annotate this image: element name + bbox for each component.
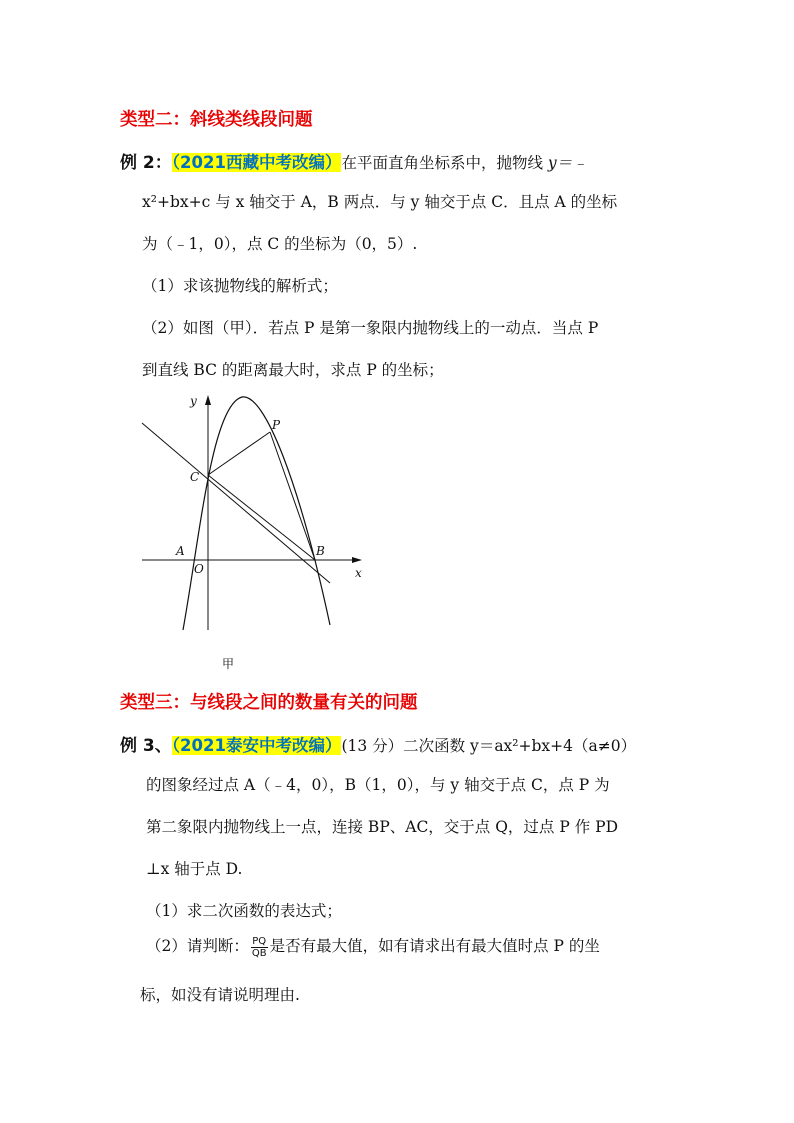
example-3-line4: ⊥x 轴于点 D. <box>146 860 243 878</box>
example-3-question-1: （1）求二次函数的表达式； <box>146 902 342 920</box>
example-2-line3: 为（﹣1，0），点 C 的坐标为（0，5）. <box>142 235 418 253</box>
example-3-source-tag: （2021泰安中考改编） <box>171 736 342 755</box>
section-heading-type2: 类型二：斜线类线段问题 <box>120 110 313 130</box>
example-2-source-tag: （2021西藏中考改编） <box>171 153 342 172</box>
example-3-question-2-line1: （2）请判断： $\frac{PQ}{QB}$ 是否有最大值，如有请求出有最大值时点 P 的坐 <box>146 935 600 959</box>
example-3-line3: 第二象限内抛物线上一点，连接 BP、AC，交于点 Q，过点 P 作 PD <box>146 818 619 836</box>
example-3-question-2-line2: 标，如没有请说明理由. <box>140 986 300 1004</box>
segment-bc <box>208 475 315 560</box>
label-x: x <box>355 566 362 580</box>
segment-pb <box>270 432 315 560</box>
example-2-equation: y＝﹣ <box>547 154 588 172</box>
label-origin: O <box>194 562 204 576</box>
y-axis-arrow <box>205 395 211 405</box>
section-heading-type3: 类型三：与线段之间的数量有关的问题 <box>120 693 418 713</box>
line-through-b <box>142 423 330 583</box>
example-3-line2: 的图象经过点 A（﹣4，0），B（1，0），与 y 轴交于点 C，点 P 为 <box>146 776 610 794</box>
example-3-text: (13 分）二次函数 y＝ax²+bx+4（a≠0） <box>341 737 637 755</box>
example-2-line1 <box>120 148 588 173</box>
figure-caption: 甲 <box>222 657 235 671</box>
example-2-question-2-line2: 到直线 BC 的距离最大时，求点 P 的坐标； <box>142 361 444 379</box>
example-2-question-2-line1: （2）如图（甲）．若点 P 是第一象限内抛物线上的一动点．当点 P <box>142 319 599 337</box>
example-2-line2: x²+bx+c 与 x 轴交于 A，B 两点．与 y 轴交于点 C．且点 A 的坐标 <box>142 193 618 211</box>
example-2-question-1: （1）求该抛物线的解析式； <box>142 277 338 295</box>
example-2-text: 在平面直角坐标系中，抛物线 <box>341 154 548 172</box>
example-2-label: 例 2： <box>120 153 172 173</box>
x-axis-arrow <box>352 557 362 563</box>
example-3-line1 <box>120 731 636 756</box>
fraction-pq-qb: $\frac{PQ}{QB}$ <box>251 935 267 959</box>
label-a: A <box>176 544 185 558</box>
label-p: P <box>272 418 281 432</box>
label-c: C <box>190 470 200 484</box>
parabola-figure <box>130 385 390 680</box>
example-3-label: 例 3、 <box>120 736 172 756</box>
label-b: B <box>316 544 325 558</box>
label-y: y <box>190 394 197 408</box>
